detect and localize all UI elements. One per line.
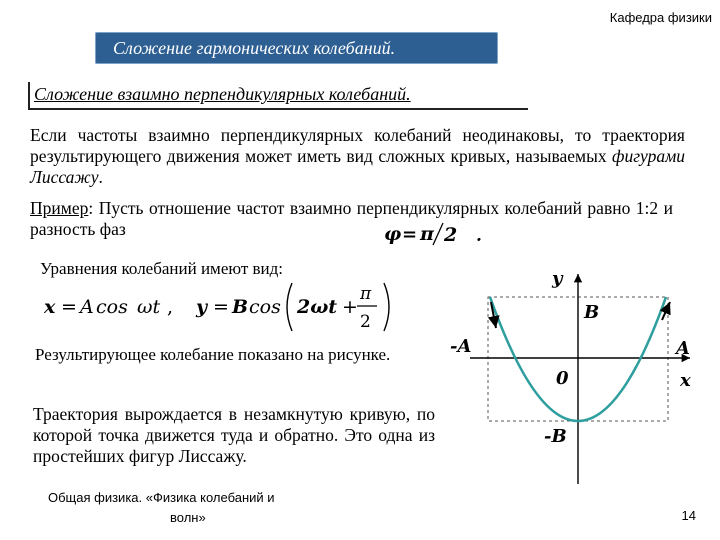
eq-x-sep: , [167,296,174,318]
phase-pi: π [420,223,434,245]
footer-source-line2: волн» [170,510,206,525]
paragraph-equations-intro: Уравнения колебаний имеют вид: [40,259,284,278]
a-label: A [676,338,690,359]
eq-y-eq: = [213,296,229,318]
eq-y-arg: 2ωt [297,296,338,318]
eq-y-lparen [287,283,292,331]
eq-y-pi: π [360,284,372,304]
neg-b-label: -B [544,426,567,447]
page-number: 14 [681,508,696,523]
example-text: : Пусть отношение частот взаимно перпендикулярных колебаний равно 1:2 и разность фаз [30,198,673,239]
phase-eq: = [402,224,418,245]
paragraph-example [30,198,673,240]
eq-x-arg: ωt [137,296,161,318]
eq-y-var: y [196,296,208,318]
y-axis-label: y [552,268,563,289]
p1-text-b: . [98,167,103,187]
paragraph-lissajous-intro [30,125,685,188]
footer-source [48,488,348,528]
paragraph-result: Результирующее колебание показано на рисунке. [35,345,391,364]
eq-y-rparen [384,283,389,331]
phase-period: . [476,226,482,246]
example-label: Пример [30,198,89,218]
slide-title-banner [95,32,498,64]
slide-title: Сложение гармонических колебаний. [113,37,396,58]
p1-text-a: Если частоты взаимно перпендикулярных колебаний неодинаковы, то траектория результирующего движения может иметь вид сложных кривых, называемых [30,125,685,166]
p1-term: фигурами Лиссажу [30,146,685,187]
eq-y-fn: cos [249,296,281,318]
phase-slash [433,223,443,245]
phase-formula [372,220,482,246]
lissajous-diagram [430,262,720,490]
b-label: B [584,302,600,323]
footer-source-line1: Общая физика. «Физика колебаний и [48,490,275,505]
x-axis-label: x [680,370,691,391]
eq-x-fn: cos [96,296,128,318]
section-subtitle: Сложение взаимно перпендикулярных колебаний. [34,84,411,104]
eq-x-amp: A [80,296,94,318]
origin-label: 0 [556,368,569,389]
eq-y-two: 2 [360,312,371,332]
phase-two: 2 [444,224,458,246]
equations [44,275,424,335]
eq-y-amp: B [232,296,249,318]
eq-x-var: x [44,296,56,318]
neg-a-label: -A [450,336,472,357]
department-label: Кафедра физики [609,10,712,25]
paragraph-trajectory: Траектория вырождается в незамкнутую кривую, по которой точка движется туда и обратно. Это одна из простейших фигур Лиссажу. [33,404,435,466]
eq-x-eq: = [61,296,77,318]
eq-y-plus: + [342,296,358,318]
phase-phi: φ [384,223,402,245]
